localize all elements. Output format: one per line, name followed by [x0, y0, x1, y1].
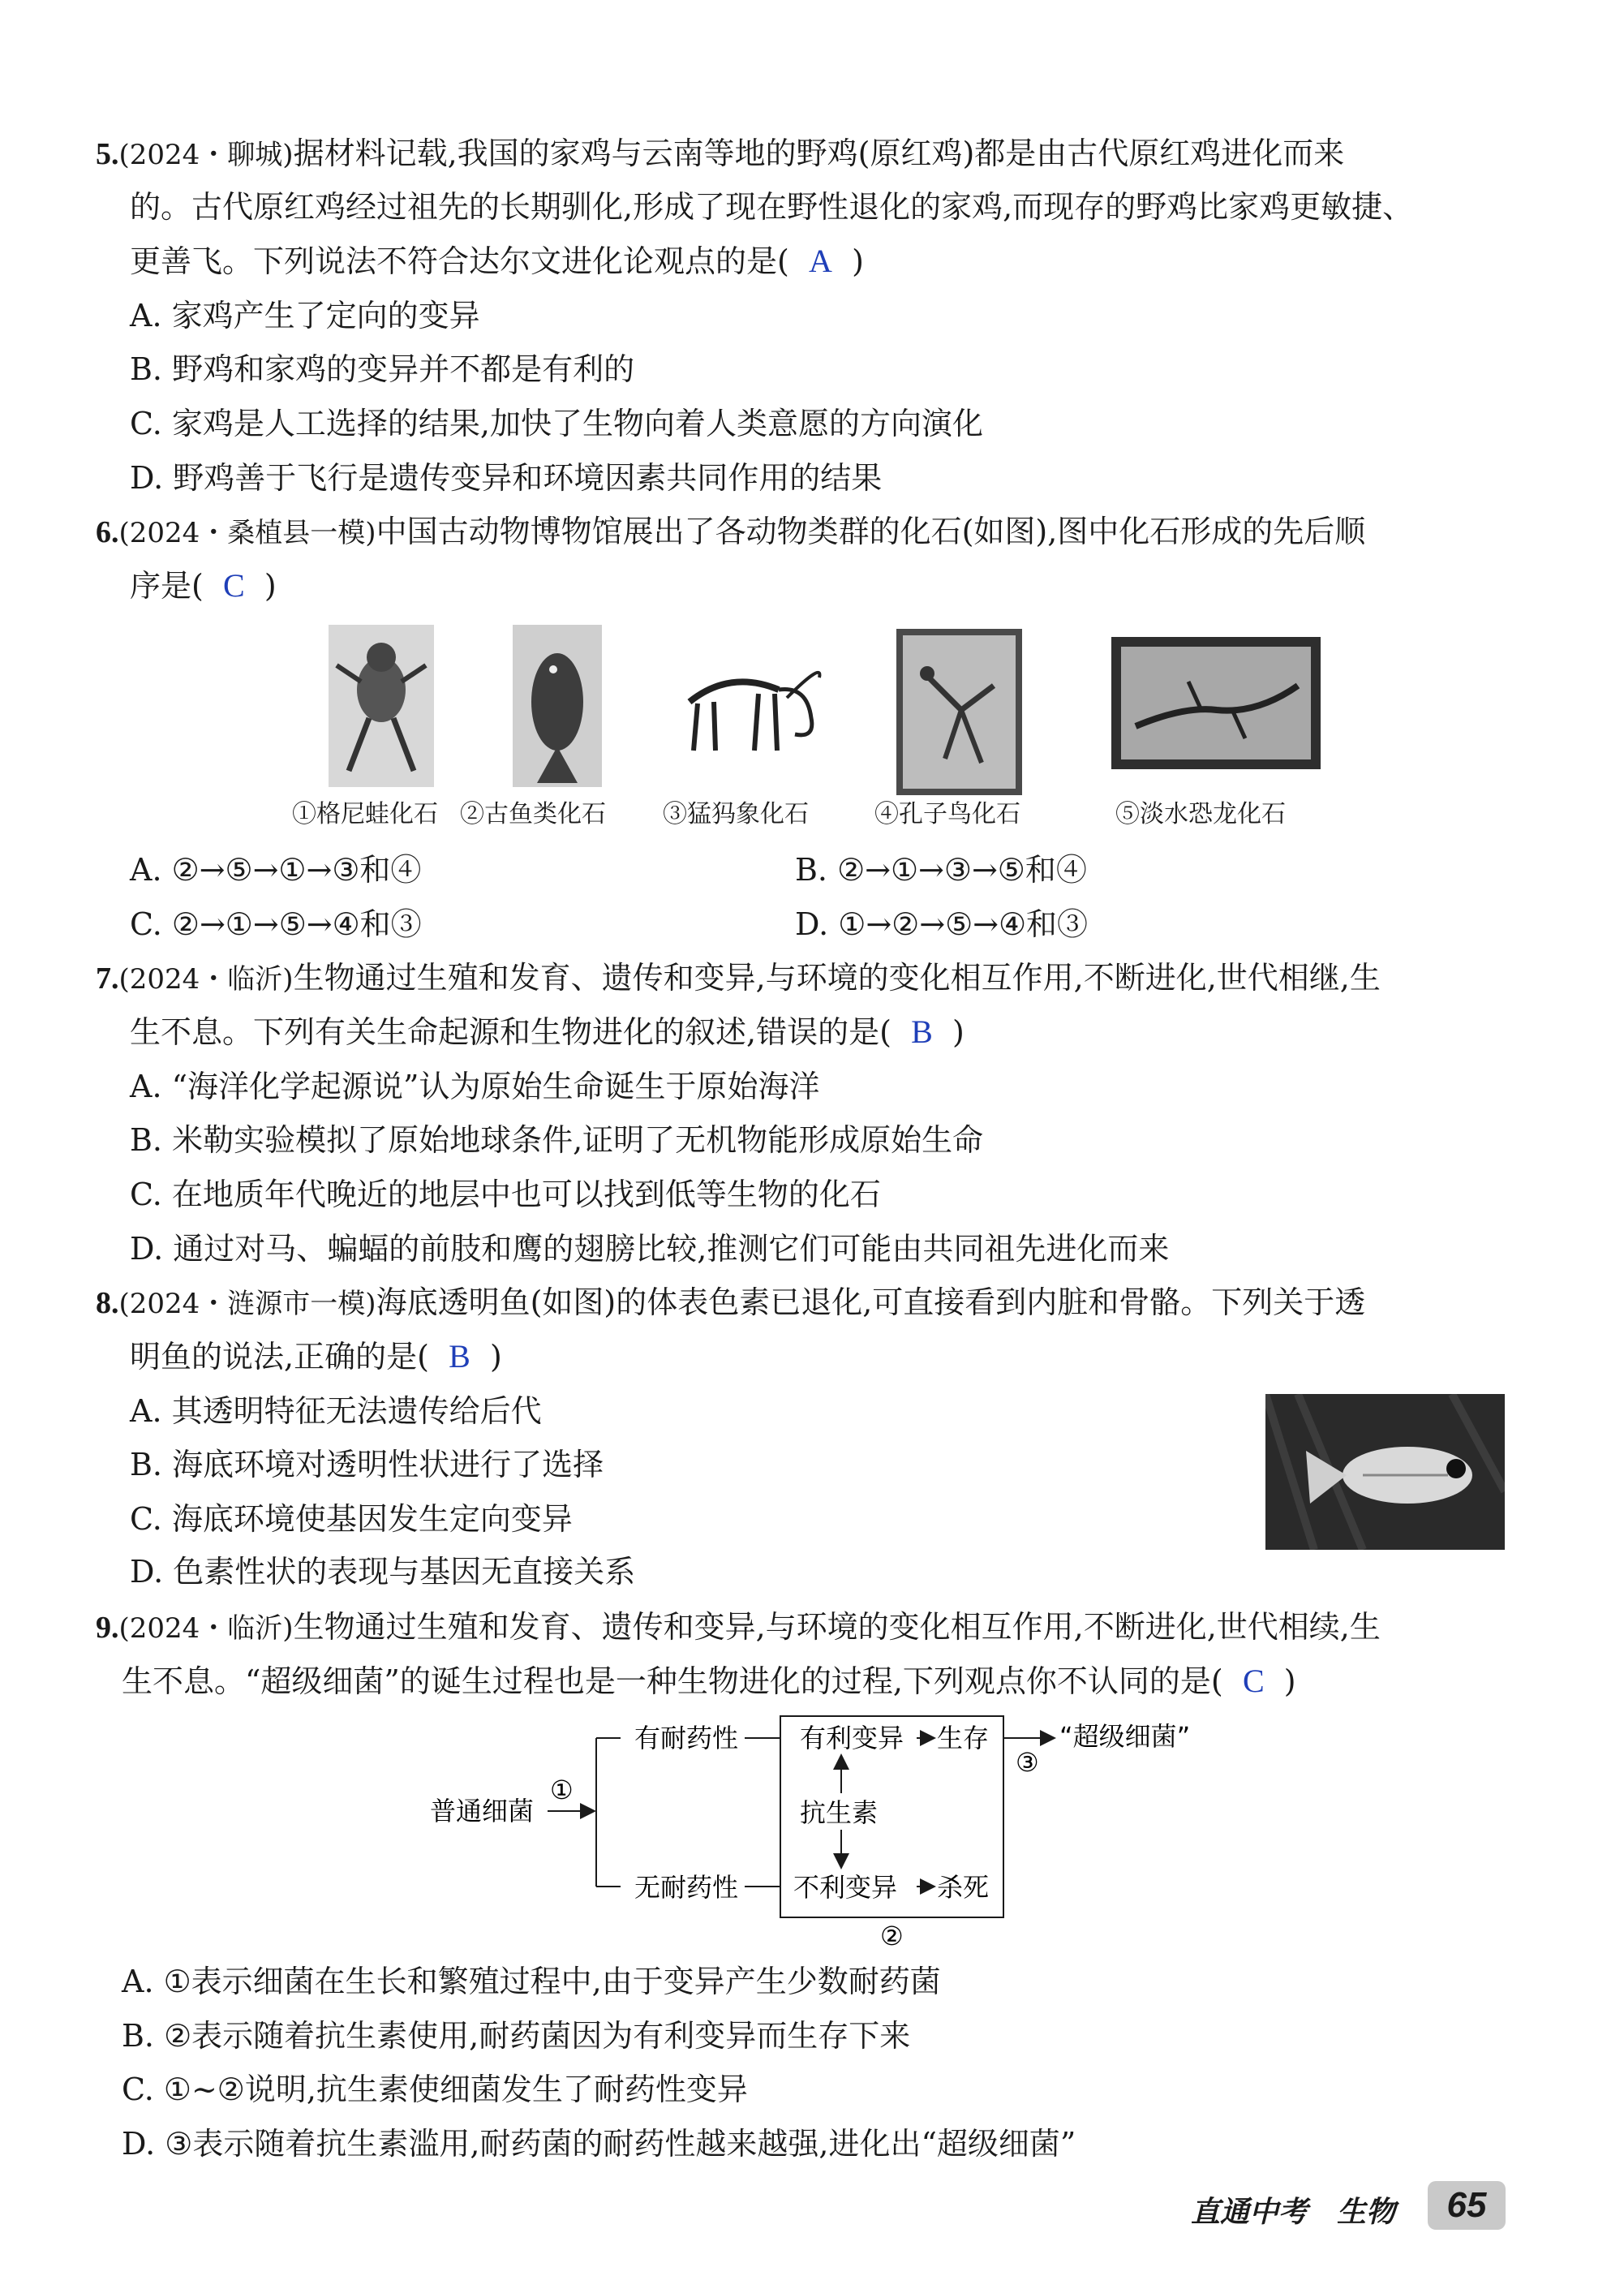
diagram-antibiotic: 抗生素 — [800, 1797, 879, 1828]
q5-option-c: C. 家鸡是人工选择的结果,加快了生物向着人类意愿的方向演化 — [130, 406, 983, 441]
q7-option-b: B. 米勒实验模拟了原始地球条件,证明了无机物能形成原始生命 — [130, 1122, 984, 1158]
q7-stem-1: 生物通过生殖和发育、遗传和变异,与环境的变化相互作用,不断进化,世代相继,生 — [293, 960, 1381, 996]
q5-line3 — [130, 239, 864, 283]
q8-option-c: C. 海底环境使基因发生定向变异 — [130, 1501, 573, 1537]
q7-number: 7. — [96, 962, 119, 996]
diagram-step2: ② — [880, 1921, 904, 1951]
q9-line2 — [122, 1659, 1296, 1703]
q6-source: (2024・桑植县一模) — [118, 517, 376, 549]
diagram-normal-bacteria: 普通细菌 — [430, 1796, 535, 1826]
diagram-kill: 杀死 — [937, 1872, 990, 1903]
diagram-favorable: 有利变异 — [800, 1723, 904, 1753]
q8-source: (2024・涟源市一模) — [118, 1288, 376, 1320]
q8-number: 8. — [96, 1286, 119, 1320]
q7-option-c: C. 在地质年代晚近的地层中也可以找到低等生物的化石 — [130, 1177, 881, 1212]
q7-option-d: D. 通过对马、蝙蝠的前肢和鹰的翅膀比较,推测它们可能由共同祖先进化而来 — [130, 1231, 1170, 1267]
q6-line2 — [130, 564, 277, 608]
q8-answer: B — [449, 1338, 470, 1375]
dinosaur-fossil-image — [1111, 637, 1321, 769]
q6-answer: C — [223, 567, 245, 604]
q8-line2 — [130, 1335, 502, 1379]
q6-stem-2: 序是( — [130, 568, 204, 604]
q9-option-d: D. ③表示随着抗生素滥用,耐药菌的耐药性越来越强,进化出“超级细菌” — [122, 2126, 1076, 2162]
caption-mammoth: ③猛犸象化石 — [663, 800, 809, 828]
q7-close: ) — [952, 1014, 965, 1050]
q5-line1 — [96, 131, 1344, 177]
q8-option-d: D. 色素性状的表现与基因无直接关系 — [130, 1554, 636, 1590]
q9-answer: C — [1242, 1663, 1265, 1699]
diagram-unfavorable: 不利变异 — [793, 1872, 898, 1903]
q6-option-a: A. ②→⑤→①→③和④ — [130, 852, 422, 888]
mammoth-fossil-image — [665, 653, 823, 759]
diagram-step1: ① — [550, 1775, 574, 1805]
q9-close: ) — [1283, 1663, 1296, 1699]
diagram-step3: ③ — [1016, 1747, 1039, 1778]
q5-source: (2024・聊城) — [118, 139, 294, 171]
q5-stem-1: 据材料记载,我国的家鸡与云南等地的野鸡(原红鸡)都是由古代原红鸡进化而来 — [293, 136, 1345, 171]
q6-number: 6. — [96, 515, 119, 549]
q5-option-a: A. 家鸡产生了定向的变异 — [130, 298, 480, 333]
bacteria-evolution-diagram — [406, 1708, 1233, 1968]
q7-line2 — [130, 1010, 965, 1054]
q5-answer: A — [809, 243, 832, 279]
page-number: 65 — [1428, 2181, 1506, 2230]
caption-frog: ①格尼蛙化石 — [292, 800, 438, 828]
q6-line1 — [96, 510, 1365, 555]
q6-option-c: C. ②→①→⑤→④和③ — [130, 906, 422, 942]
footer-series: 直通中考 — [1191, 2195, 1308, 2228]
confuciusornis-fossil-image — [896, 629, 1022, 795]
q8-stem-1: 海底透明鱼(如图)的体表色素已退化,可直接看到内脏和骨骼。下列关于透 — [376, 1284, 1366, 1320]
q9-stem-2: 生不息。“超级细菌”的诞生过程也是一种生物进化的过程,下列观点你不认同的是( — [122, 1663, 1223, 1699]
q7-stem-2: 生不息。下列有关生命起源和生物进化的叙述,错误的是( — [130, 1014, 891, 1050]
caption-fish: ②古鱼类化石 — [460, 800, 606, 828]
q5-close: ) — [852, 243, 864, 279]
q7-option-a: A. “海洋化学起源说”认为原始生命诞生于原始海洋 — [130, 1069, 820, 1104]
q6-option-b: B. ②→①→③→⑤和④ — [795, 852, 1087, 888]
q7-source: (2024・临沂) — [118, 963, 294, 996]
q8-line1 — [96, 1280, 1365, 1326]
q9-option-b: B. ②表示随着抗生素使用,耐药菌因为有利变异而生存下来 — [122, 2018, 911, 2054]
q7-answer: B — [911, 1013, 933, 1050]
frog-fossil-image — [329, 625, 434, 787]
caption-bird: ④孔子鸟化石 — [874, 800, 1020, 828]
q6-close: ) — [264, 568, 277, 604]
diagram-survive: 生存 — [937, 1723, 990, 1753]
q5-number: 5. — [96, 137, 119, 171]
q7-line1 — [96, 956, 1381, 1001]
diagram-nonresistant: 无耐药性 — [634, 1872, 739, 1903]
q5-option-d: D. 野鸡善于飞行是遗传变异和环境因素共同作用的结果 — [130, 460, 883, 496]
q9-option-c: C. ①~②说明,抗生素使细菌发生了耐药性变异 — [122, 2072, 748, 2107]
q5-stem-3: 更善飞。下列说法不符合达尔文进化论观点的是( — [130, 243, 789, 279]
q6-option-d: D. ①→②→⑤→④和③ — [795, 906, 1089, 942]
transparent-fish-image — [1265, 1394, 1505, 1550]
q9-stem-1: 生物通过生殖和发育、遗传和变异,与环境的变化相互作用,不断进化,世代相续,生 — [293, 1609, 1381, 1645]
q8-stem-2: 明鱼的说法,正确的是( — [130, 1339, 429, 1375]
q5-line2: 的。古代原红鸡经过祖先的长期驯化,形成了现在野性退化的家鸡,而现存的野鸡比家鸡更敏捷、 — [130, 189, 1414, 225]
footer-subject: 生物 — [1337, 2195, 1396, 2228]
q9-number: 9. — [96, 1611, 119, 1645]
q9-option-a: A. ①表示细菌在生长和繁殖过程中,由于变异产生少数耐药菌 — [122, 1964, 941, 1999]
fish-fossil-image — [513, 625, 602, 787]
q8-option-b: B. 海底环境对透明性状进行了选择 — [130, 1447, 604, 1482]
q8-close: ) — [489, 1339, 502, 1375]
q9-line1 — [96, 1605, 1381, 1650]
caption-dinosaur: ⑤淡水恐龙化石 — [1115, 800, 1286, 828]
q9-source: (2024・临沂) — [118, 1612, 294, 1645]
diagram-superbug: “超级细菌” — [1059, 1721, 1191, 1752]
q5-option-b: B. 野鸡和家鸡的变异并不都是有利的 — [130, 351, 635, 387]
diagram-resistant: 有耐药性 — [634, 1723, 739, 1753]
q6-stem-1: 中国古动物博物馆展出了各动物类群的化石(如图),图中化石形成的先后顺 — [376, 514, 1366, 549]
q8-option-a: A. 其透明特征无法遗传给后代 — [130, 1393, 542, 1429]
